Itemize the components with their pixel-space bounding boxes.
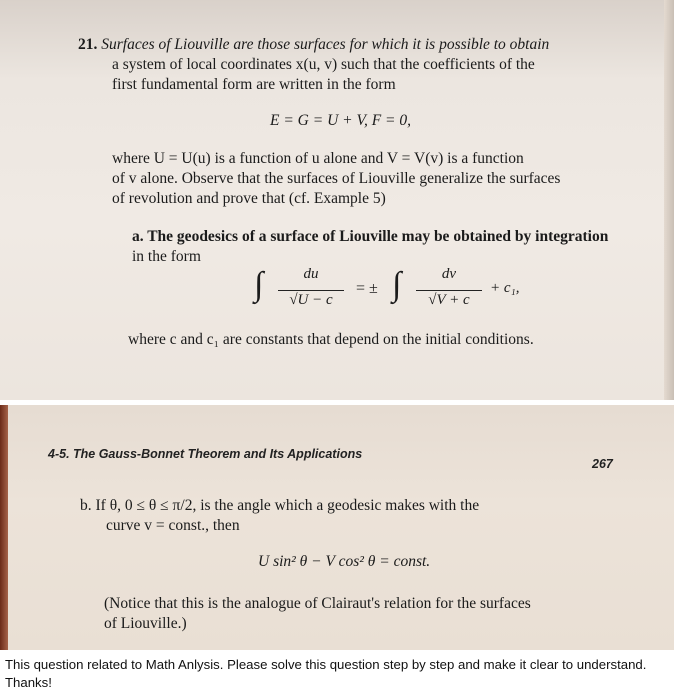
page-number: 267 [592, 457, 613, 471]
part-b-line-1: b. If θ, 0 ≤ θ ≤ π/2, is the angle which a geodesic makes with the [80, 497, 480, 514]
where-constants-line: where c and c₁ are constants that depend on the initial conditions. [128, 331, 534, 348]
left-numerator: du [303, 266, 319, 282]
left-fraction-bar [278, 290, 344, 291]
part-a-line-2: in the form [132, 248, 201, 265]
section-header: 4-5. The Gauss-Bonnet Theorem and Its Applications [48, 447, 363, 461]
problem-line-3: first fundamental form are written in the form [112, 76, 396, 93]
integral-sign-left: ∫ [254, 266, 264, 303]
question-caption: This question related to Math Anlysis. Please solve this question step by step and make it clear to understand. Thanks! [5, 657, 647, 690]
notice-line-2: of Liouville.) [104, 615, 187, 632]
problem-line-2: a system of local coordinates x(u, v) such that the coefficients of the [112, 56, 535, 73]
where-line-3: of revolution and prove that (cf. Example 5) [112, 190, 386, 207]
right-denominator: √V + c [428, 292, 470, 308]
right-fraction-bar [416, 290, 482, 291]
equation-first-fundamental-form: E = G = U + V, F = 0, [270, 112, 412, 129]
right-numerator: dv [441, 266, 457, 282]
clairaut-equation: U sin² θ − V cos² θ = const. [258, 553, 431, 570]
part-a-line-1: a. The geodesics of a surface of Liouville may be obtained by integration [132, 228, 609, 245]
where-line-2: of v alone. Observe that the surfaces of Liouville generalize the surfaces [112, 170, 561, 187]
book-spine-edge [0, 405, 8, 650]
page-edge-shadow [664, 0, 674, 400]
plus-minus: = ± [356, 280, 378, 297]
problem-line-1: 21. Surfaces of Liouville are those surfaces for which it is possible to obtain [78, 36, 550, 53]
integral-sign-right: ∫ [392, 266, 402, 303]
problem-number: 21. [78, 36, 98, 53]
constant-c1: + c₁, [490, 280, 520, 296]
notice-line-1: (Notice that this is the analogue of Clairaut's relation for the surfaces [104, 595, 531, 612]
left-denominator: √U − c [289, 292, 333, 308]
part-b-line-2: curve v = const., then [106, 517, 240, 534]
textbook-photo-bottom [0, 405, 674, 650]
where-line-1: where U = U(u) is a function of u alone and V = V(v) is a function [112, 150, 524, 167]
